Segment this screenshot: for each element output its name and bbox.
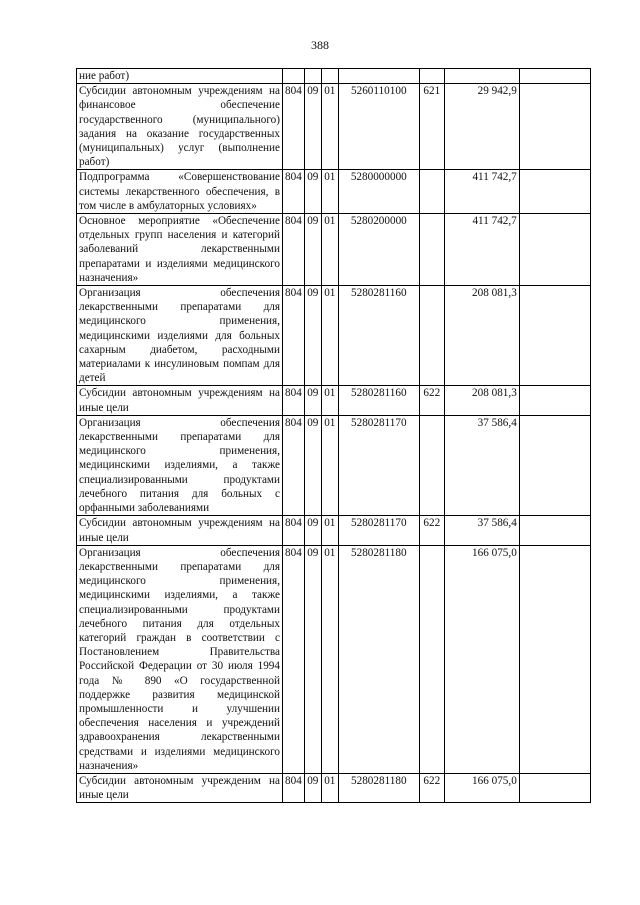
table-row (77, 170, 591, 214)
table-row (77, 214, 591, 286)
row-ministry-code: 804 (283, 516, 305, 545)
row-amount: 37 586,4 (444, 415, 519, 515)
row-ministry-code (283, 69, 305, 84)
row-name: ние работ) (77, 69, 283, 84)
row-subsection-code: 01 (321, 286, 338, 386)
row-name: Основное мероприятие «Обеспечение отдельных групп населения и категорий заболеваний лекарственными препаратами и изделиями медицинского назначения» (77, 214, 283, 286)
row-extra-cell (519, 545, 590, 773)
table-row (77, 773, 591, 802)
row-section-code: 09 (304, 545, 321, 773)
row-target-article: 5280281160 (338, 386, 419, 415)
row-name: Субсидии автономным учрежденим на иные цели (77, 773, 283, 802)
row-target-article: 5280281170 (338, 516, 419, 545)
row-subsection-code: 01 (321, 545, 338, 773)
row-target-article: 5280281180 (338, 773, 419, 802)
row-section-code: 09 (304, 516, 321, 545)
row-ministry-code: 804 (283, 286, 305, 386)
row-target-article: 5280200000 (338, 214, 419, 286)
row-subsection-code: 01 (321, 386, 338, 415)
row-target-article: 5280281160 (338, 286, 419, 386)
row-extra-cell (519, 286, 590, 386)
row-amount: 208 081,3 (444, 386, 519, 415)
row-ministry-code: 804 (283, 214, 305, 286)
row-section-code: 09 (304, 214, 321, 286)
row-amount: 166 075,0 (444, 773, 519, 802)
row-expense-type: 622 (419, 386, 444, 415)
row-extra-cell (519, 386, 590, 415)
row-amount: 37 586,4 (444, 516, 519, 545)
row-extra-cell (519, 69, 590, 84)
table-row (77, 386, 591, 415)
row-expense-type: 622 (419, 516, 444, 545)
table-row (77, 286, 591, 386)
row-subsection-code: 01 (321, 84, 338, 170)
row-subsection-code: 01 (321, 170, 338, 214)
row-expense-type: 622 (419, 773, 444, 802)
row-amount: 411 742,7 (444, 214, 519, 286)
row-ministry-code: 804 (283, 170, 305, 214)
table-row (77, 84, 591, 170)
row-amount: 166 075,0 (444, 545, 519, 773)
row-amount: 411 742,7 (444, 170, 519, 214)
table-row (77, 69, 591, 84)
table-row (77, 415, 591, 515)
row-extra-cell (519, 516, 590, 545)
row-amount (444, 69, 519, 84)
row-extra-cell (519, 170, 590, 214)
row-expense-type (419, 545, 444, 773)
row-expense-type (419, 415, 444, 515)
row-name: Субсидии автономным учреждениям на финансовое обеспечение государственного (муниципального) задания на оказание государственных (муниципальных) услуг (выполнение работ) (77, 84, 283, 170)
row-target-article: 5260110100 (338, 84, 419, 170)
row-extra-cell (519, 214, 590, 286)
row-target-article: 5280281170 (338, 415, 419, 515)
table-row (77, 516, 591, 545)
row-extra-cell (519, 415, 590, 515)
row-name: Организация обеспечения лекарственными препаратами для медицинского применения, медицинскими изделиями, а также специализированными продуктами лечебного питания для отдельных категорий граждан в соответствии с Постановлением Правительства Российской Федерации от 30 июля 1994 года № 890 «О государственной поддержке развития медицинской промышленности и улучшении обеспечения населения и учреждений здравоохранения лекарственными средствами и изделиями медицинского назначения» (77, 545, 283, 773)
row-expense-type: 621 (419, 84, 444, 170)
row-subsection-code: 01 (321, 516, 338, 545)
row-subsection-code: 01 (321, 773, 338, 802)
row-target-article: 5280000000 (338, 170, 419, 214)
row-amount: 208 081,3 (444, 286, 519, 386)
row-section-code (304, 69, 321, 84)
row-expense-type (419, 286, 444, 386)
row-name: Организация обеспечения лекарственными препаратами для медицинского применения, медицинскими изделиями для больных сахарным диабетом, расходными материалами к инсулиновым помпам для детей (77, 286, 283, 386)
row-target-article: 5280281180 (338, 545, 419, 773)
row-subsection-code (321, 69, 338, 84)
row-ministry-code: 804 (283, 773, 305, 802)
row-subsection-code: 01 (321, 415, 338, 515)
row-expense-type (419, 214, 444, 286)
row-ministry-code: 804 (283, 84, 305, 170)
row-ministry-code: 804 (283, 415, 305, 515)
row-section-code: 09 (304, 773, 321, 802)
page-number: 388 (311, 38, 329, 52)
row-name: Субсидии автономным учреждениям на иные цели (77, 386, 283, 415)
budget-table (76, 68, 591, 803)
table-row (77, 545, 591, 773)
row-section-code: 09 (304, 84, 321, 170)
row-section-code: 09 (304, 170, 321, 214)
row-name: Субсидии автономным учреждениям на иные цели (77, 516, 283, 545)
row-name: Организация обеспечения лекарственными препаратами для медицинского применения, медицинскими изделиями, а также специализированными продуктами лечебного питания для больных с орфанными заболеваниями (77, 415, 283, 515)
row-name: Подпрограмма «Совершенствование системы лекарственного обеспечения, в том числе в амбулаторных условиях» (77, 170, 283, 214)
row-ministry-code: 804 (283, 545, 305, 773)
row-amount: 29 942,9 (444, 84, 519, 170)
row-section-code: 09 (304, 286, 321, 386)
row-subsection-code: 01 (321, 214, 338, 286)
row-expense-type (419, 69, 444, 84)
row-section-code: 09 (304, 386, 321, 415)
row-ministry-code: 804 (283, 386, 305, 415)
row-target-article (338, 69, 419, 84)
row-expense-type (419, 170, 444, 214)
row-section-code: 09 (304, 415, 321, 515)
row-extra-cell (519, 773, 590, 802)
row-extra-cell (519, 84, 590, 170)
